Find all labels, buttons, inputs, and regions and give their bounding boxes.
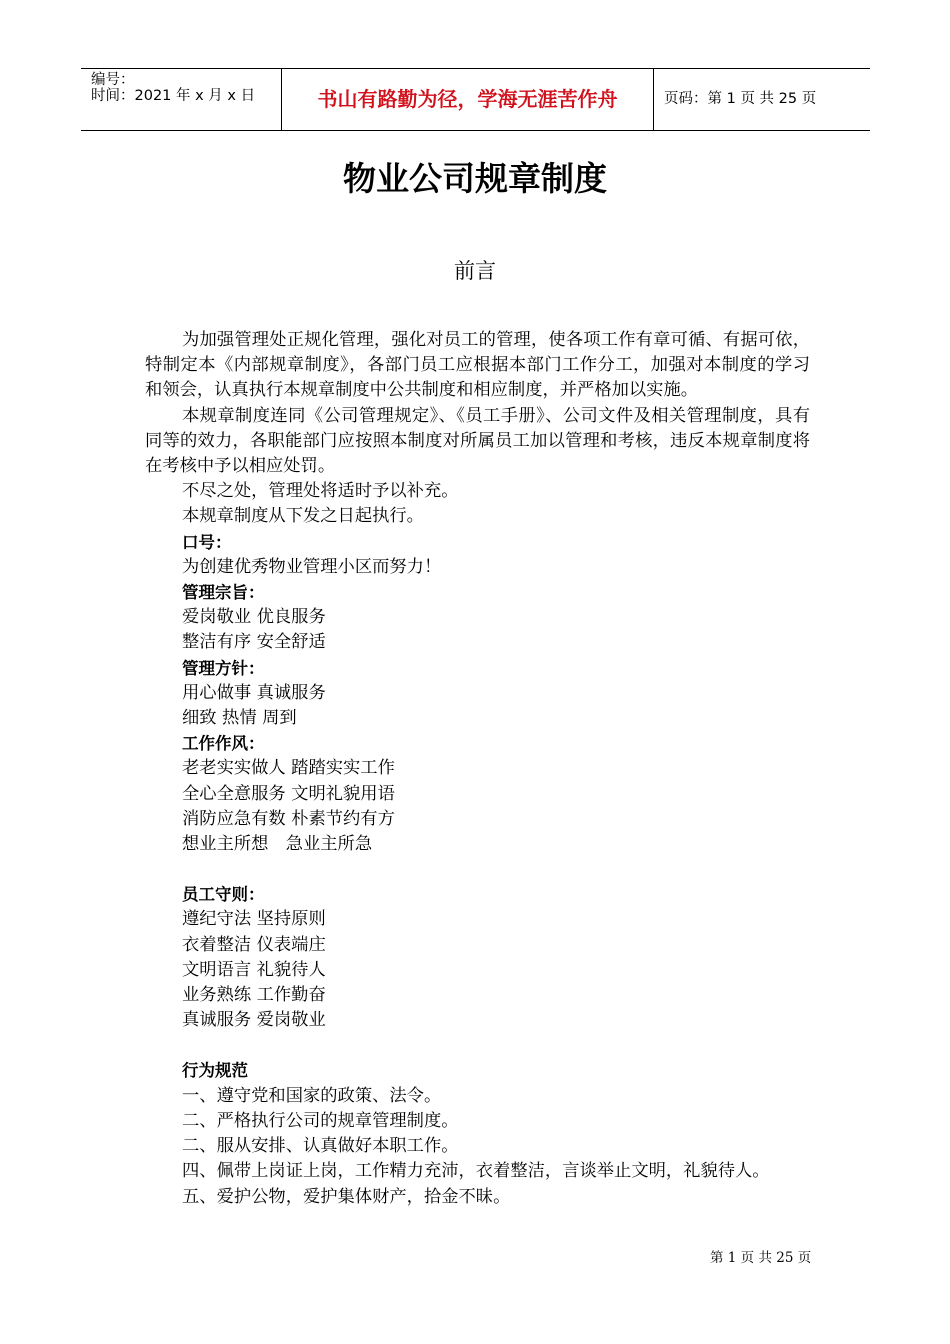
conduct-line: 一、遵守党和国家的政策、法令。 — [182, 1085, 442, 1106]
document-title: 物业公司规章制度 — [343, 159, 607, 198]
employee-rule-line: 文明语言 礼貌待人 — [182, 959, 326, 980]
document-number-label: 编号： — [91, 72, 135, 88]
slogan-heading: 口号： — [182, 532, 232, 552]
header-page-info: 页码：第 1 页 共 25 页 — [664, 91, 817, 107]
work-style-line: 想业主所想 急业主所急 — [182, 834, 373, 855]
policy-line: 用心做事 真诚服务 — [182, 682, 326, 703]
conduct-line: 二、严格执行公司的规章管理制度。 — [182, 1110, 459, 1131]
document-header — [81, 68, 870, 131]
header-motto-cell — [282, 69, 654, 130]
conduct-line: 五、爱护公物，爱护集体财产，拾金不昧。 — [182, 1186, 511, 1207]
work-style-line: 老老实实做人 踏踏实实工作 — [182, 758, 395, 779]
conduct-heading: 行为规范 — [182, 1061, 248, 1081]
page-footer: 第 1 页 共 25 页 — [710, 1250, 812, 1266]
slogan-text: 为创建优秀物业管理小区而努力！ — [182, 556, 442, 577]
purpose-heading: 管理宗旨： — [182, 583, 265, 603]
section-spacer — [145, 1033, 810, 1058]
conduct-line: 四、佩带上岗证上岗，工作精力充沛，衣着整洁，言谈举止文明，礼貌待人。 — [182, 1161, 770, 1182]
work-style-line: 消防应急有数 朴素节约有方 — [182, 808, 395, 829]
employee-rule-line: 遵纪守法 坚持原则 — [182, 909, 326, 930]
policy-line: 细致 热情 周到 — [182, 708, 297, 729]
header-motto: 书山有路勤为径，学海无涯苦作舟 — [317, 87, 618, 111]
employee-rules-heading: 员工守则： — [182, 885, 265, 905]
section-spacer — [145, 857, 810, 882]
employee-rule-line: 真诚服务 爱岗敬业 — [182, 1010, 326, 1031]
preface-paragraph-4: 本规章制度从下发之日起执行。 — [182, 506, 424, 527]
section-title-preface: 前言 — [454, 259, 496, 283]
header-page-cell — [654, 69, 870, 130]
purpose-line: 整洁有序 安全舒适 — [182, 632, 326, 653]
conduct-line: 二、服从安排、认真做好本职工作。 — [182, 1136, 459, 1157]
document-date: 时间：2021 年 x 月 x 日 — [91, 88, 256, 104]
preface-paragraph-3: 不尽之处，管理处将适时予以补充。 — [182, 481, 459, 502]
preface-paragraph-2: 本规章制度连同《公司管理规定》、《员工手册》、公司文件及相关管理制度，具有同等的效力，各职能部门应按照本制度对所属员工加以管理和考核，违反本规章制度将在考核中予以相应处罚。 — [145, 405, 810, 477]
employee-rule-line: 业务熟练 工作勤奋 — [182, 985, 326, 1006]
header-meta-cell — [81, 69, 282, 130]
policy-heading: 管理方针： — [182, 658, 265, 678]
work-style-heading: 工作作风： — [182, 734, 265, 754]
purpose-line: 爱岗敬业 优良服务 — [182, 607, 326, 628]
preface-paragraph-1: 为加强管理处正规化管理，强化对员工的管理，使各项工作有章可循、有据可依，特制定本《内部规章制度》，各部门员工应根据本部门工作分工，加强对本制度的学习和领会，认真执行本规章制度中公共制度和相应制度，并严格加以实施。 — [145, 330, 810, 401]
work-style-line: 全心全意服务 文明礼貌用语 — [182, 783, 395, 804]
document-body — [145, 328, 810, 1210]
employee-rule-line: 衣着整洁 仪表端庄 — [182, 934, 326, 955]
